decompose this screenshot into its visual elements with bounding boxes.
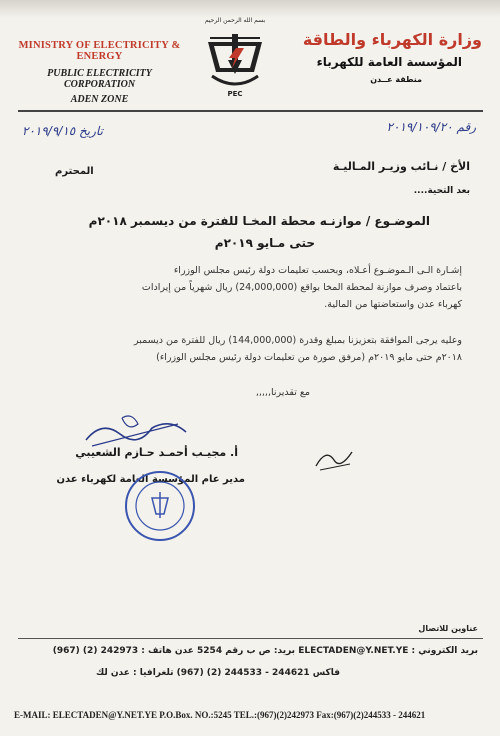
paragraph-1-line-1: إشـارة الـى الـموضـوع أعـلاه، وبحسب تعليمات دولة رئيس مجلس الوزراء bbox=[173, 265, 462, 276]
ref-number-value: ٢٠١٩/١٠٩/٢٠ bbox=[386, 120, 453, 134]
ref-number-label: رقم bbox=[456, 120, 476, 134]
paragraph-2 bbox=[42, 332, 462, 366]
paragraph-2-line-1: وعليه يرجى الموافقة بتعزيزنا بمبلغ وقدرة (144,000,000) ريال للفترة من ديسمبر bbox=[134, 335, 462, 346]
signature-mark bbox=[82, 410, 192, 450]
subject-line-2: حتى مـايو ٢٠١٩م bbox=[214, 236, 315, 250]
english-letterhead bbox=[12, 40, 187, 105]
footer-line-2: فاكس 244621 - 244533 (2) (967) تلغرافيا : عدن لك bbox=[95, 668, 340, 678]
signer-title: مدير عام المؤسسة العامة لكهرباء عدن bbox=[56, 474, 245, 485]
addressee: الأخ / نـائب وزيـر المـاليـة bbox=[332, 160, 470, 173]
subject-line-1: الموضـوع / موازنـه محطة المخـا للفترة من ديسمبر ٢٠١٨م bbox=[88, 214, 430, 228]
ministry-name-ar: وزارة الكهرباء والطاقة bbox=[302, 30, 482, 49]
paragraph-1 bbox=[42, 262, 462, 313]
honorific: المحترم bbox=[55, 166, 94, 177]
date-label: تاريخ bbox=[79, 124, 103, 138]
paragraph-2-line-2: ٢٠١٨م حتى مايو ٢٠١٩م (مرفق صورة من تعليمات دولة رئيس مجلس الوزراء) bbox=[156, 352, 462, 363]
signer-name: أ. مجيـب أحمـد حـازم الشعيبي bbox=[75, 446, 238, 459]
paragraph-1-line-2: باعتماد وصرف موازنة لمحطة المخا بواقع (24,000,000) ريال شهرياً من إيرادات bbox=[141, 282, 462, 293]
initials-mark bbox=[312, 444, 356, 474]
bismillah-text: بسم الله الرحمن الرحيم bbox=[204, 17, 266, 24]
handwritten-ref-number bbox=[387, 120, 476, 134]
logo-pec-text: PEC bbox=[227, 90, 243, 98]
greeting: بعد التحية.... bbox=[413, 186, 470, 196]
corporation-name-en: PUBLIC ELECTRICITY CORPORATION bbox=[47, 68, 152, 90]
paragraph-1-line-3: كهرباء عدن واستعاضتها من المالية. bbox=[324, 299, 462, 310]
arabic-letterhead bbox=[282, 30, 482, 84]
handwritten-date bbox=[22, 124, 103, 138]
closing: مع تقديرنا,,,,, bbox=[255, 387, 310, 398]
footer-line-1: بريد الكتروني : ELECTADEN@Y.NET.YE بريد: ص ب رقم 5254 عدن هاتف : 242973 (2) (967) bbox=[52, 646, 478, 656]
zone-name-ar: منطقة عــدن bbox=[370, 75, 422, 84]
corporation-name-ar: المؤسسة العامة للكهرباء bbox=[316, 55, 462, 69]
date-value: ٢٠١٩/٩/١٥ bbox=[22, 124, 76, 138]
zone-name-en: ADEN ZONE bbox=[70, 94, 129, 105]
pec-logo-icon bbox=[202, 12, 268, 102]
footer-english-contacts: E-MAIL: ELECTADEN@Y.NET.YE P.O.Box. NO.:5245 TEL.:(967)(2)242973 Fax:(967)(2)244533 - 244621 bbox=[14, 710, 426, 720]
footer-divider bbox=[18, 638, 483, 639]
ministry-name-en: MINISTRY OF ELECTRICITY & ENERGY bbox=[18, 40, 181, 62]
official-stamp-icon bbox=[122, 468, 198, 544]
header-divider bbox=[18, 110, 483, 112]
footer-label: عناوين للاتصال bbox=[418, 624, 478, 633]
